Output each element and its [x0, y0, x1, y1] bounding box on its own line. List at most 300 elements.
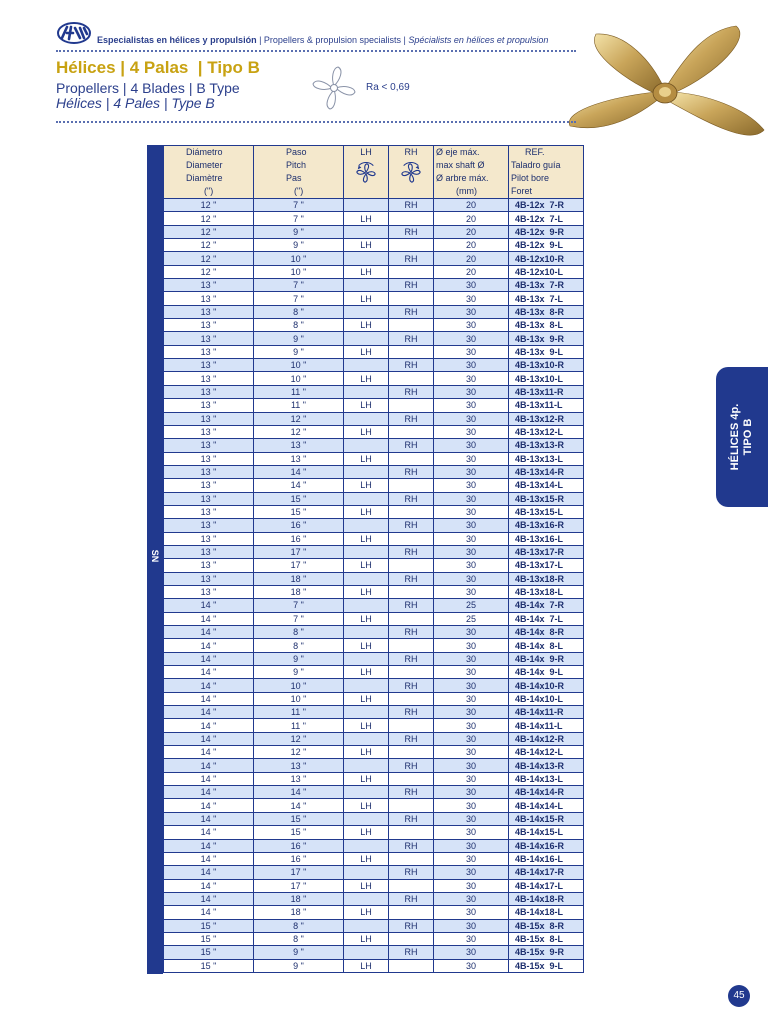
ref-cell: 4B-14x10-R: [509, 679, 584, 692]
table-row: [164, 372, 584, 385]
diameter-cell: 14 ": [164, 679, 254, 692]
ref-cell: 4B-15x 8-R: [509, 919, 584, 932]
table-row: [164, 612, 584, 625]
max-shaft-cell: 30: [434, 786, 509, 799]
side-tab-label: [729, 404, 755, 471]
lh-cell: LH: [344, 505, 389, 518]
max-shaft-cell: 30: [434, 919, 509, 932]
table-row: [164, 759, 584, 772]
pitch-cell: 14 ": [254, 799, 344, 812]
max-shaft-cell: 30: [434, 385, 509, 398]
table-row: [164, 919, 584, 932]
pitch-cell: 9 ": [254, 959, 344, 972]
ref-cell: 4B-14x18-R: [509, 892, 584, 905]
max-shaft-cell: 30: [434, 505, 509, 518]
lh-cell: [344, 786, 389, 799]
lh-cell: LH: [344, 239, 389, 252]
diameter-cell: 13 ": [164, 479, 254, 492]
rh-cell: [389, 532, 434, 545]
lh-cell: [344, 919, 389, 932]
ref-cell: 4B-13x14-L: [509, 479, 584, 492]
ref-cell: 4B-13x 7-R: [509, 279, 584, 292]
lh-cell: [344, 866, 389, 879]
rotation-right-icon: [400, 162, 422, 184]
pitch-cell: 9 ": [254, 239, 344, 252]
lh-cell: [344, 626, 389, 639]
ref-cell: 4B-12x10-L: [509, 265, 584, 278]
table-row: [164, 666, 584, 679]
diameter-cell: 14 ": [164, 799, 254, 812]
ref-cell: 4B-14x17-R: [509, 866, 584, 879]
table-row: [164, 599, 584, 612]
max-shaft-cell: 30: [434, 519, 509, 532]
table-row: [164, 932, 584, 945]
diameter-cell: 14 ": [164, 866, 254, 879]
pitch-cell: 18 ": [254, 906, 344, 919]
ref-cell: 4B-13x 8-R: [509, 305, 584, 318]
tagline-es: Especialistas en hélices y propulsión: [97, 35, 257, 45]
rh-cell: [389, 372, 434, 385]
lh-cell: [344, 812, 389, 825]
table-row: [164, 265, 584, 278]
table-row: [164, 585, 584, 598]
propeller-spec-table: [163, 145, 584, 973]
max-shaft-cell: 30: [434, 732, 509, 745]
lh-cell: LH: [344, 559, 389, 572]
diameter-cell: 15 ": [164, 959, 254, 972]
lh-cell: [344, 279, 389, 292]
pitch-cell: 10 ": [254, 679, 344, 692]
max-shaft-cell: 30: [434, 906, 509, 919]
pitch-cell: 15 ": [254, 812, 344, 825]
diameter-cell: 14 ": [164, 706, 254, 719]
pitch-cell: 9 ": [254, 345, 344, 358]
table-row: [164, 425, 584, 438]
tagline-fr: Spécialists en hélices et propulsion: [408, 35, 549, 45]
table-row: [164, 505, 584, 518]
diameter-cell: 12 ": [164, 239, 254, 252]
diameter-cell: 14 ": [164, 772, 254, 785]
ref-cell: 4B-14x14-R: [509, 786, 584, 799]
rh-cell: [389, 425, 434, 438]
table-row: [164, 279, 584, 292]
diameter-cell: 13 ": [164, 372, 254, 385]
diameter-cell: 13 ": [164, 385, 254, 398]
header-diameter-fr: Diamètre: [186, 173, 223, 183]
diameter-cell: 13 ": [164, 465, 254, 478]
max-shaft-cell: 30: [434, 746, 509, 759]
rh-cell: [389, 559, 434, 572]
ref-cell: 4B-14x 8-L: [509, 639, 584, 652]
max-shaft-cell: 20: [434, 265, 509, 278]
table-row: [164, 692, 584, 705]
diameter-cell: 14 ": [164, 599, 254, 612]
pitch-cell: 7 ": [254, 599, 344, 612]
pitch-cell: 18 ": [254, 892, 344, 905]
rh-cell: RH: [389, 492, 434, 505]
header-ref-fr: Foret: [511, 186, 533, 196]
max-shaft-cell: 25: [434, 612, 509, 625]
lh-cell: [344, 225, 389, 238]
diameter-cell: 12 ": [164, 199, 254, 212]
rh-cell: RH: [389, 679, 434, 692]
header-shaft-es: Ø eje máx.: [436, 147, 480, 157]
side-tab-line2: TIPO B: [742, 418, 754, 456]
ref-cell: 4B-13x16-L: [509, 532, 584, 545]
max-shaft-cell: 30: [434, 345, 509, 358]
rh-cell: RH: [389, 892, 434, 905]
table-row: [164, 252, 584, 265]
ref-cell: 4B-14x18-L: [509, 906, 584, 919]
section-side-tab[interactable]: [716, 367, 768, 507]
rh-cell: RH: [389, 706, 434, 719]
diameter-cell: 15 ": [164, 932, 254, 945]
pitch-cell: 13 ": [254, 772, 344, 785]
table-row: [164, 452, 584, 465]
lh-cell: LH: [344, 826, 389, 839]
header-max-shaft: [434, 146, 509, 199]
rh-cell: [389, 239, 434, 252]
diameter-cell: 13 ": [164, 332, 254, 345]
rh-cell: RH: [389, 465, 434, 478]
ref-cell: 4B-12x 7-R: [509, 199, 584, 212]
header-ref: [509, 146, 584, 199]
table-row: [164, 532, 584, 545]
lh-cell: LH: [344, 585, 389, 598]
max-shaft-cell: 30: [434, 932, 509, 945]
rh-cell: [389, 692, 434, 705]
max-shaft-cell: 30: [434, 866, 509, 879]
lh-cell: LH: [344, 452, 389, 465]
pitch-cell: 11 ": [254, 706, 344, 719]
pitch-cell: 14 ": [254, 786, 344, 799]
page-subtitle-fr: Hélices | 4 Pales | Type B: [56, 95, 215, 111]
table-row: [164, 639, 584, 652]
diameter-cell: 13 ": [164, 532, 254, 545]
table-row: [164, 719, 584, 732]
rh-cell: RH: [389, 412, 434, 425]
ref-cell: 4B-13x15-L: [509, 505, 584, 518]
diameter-cell: 12 ": [164, 265, 254, 278]
ref-cell: 4B-14x11-R: [509, 706, 584, 719]
lh-cell: [344, 252, 389, 265]
rh-cell: RH: [389, 812, 434, 825]
table-row: [164, 212, 584, 225]
pitch-cell: 12 ": [254, 425, 344, 438]
rh-cell: [389, 906, 434, 919]
pitch-cell: 18 ": [254, 572, 344, 585]
lh-cell: LH: [344, 265, 389, 278]
pitch-cell: 11 ": [254, 719, 344, 732]
diameter-cell: 13 ": [164, 572, 254, 585]
lh-cell: LH: [344, 319, 389, 332]
ref-cell: 4B-13x17-L: [509, 559, 584, 572]
ref-cell: 4B-14x 9-R: [509, 652, 584, 665]
tagline-separator: |: [400, 35, 409, 45]
rh-cell: [389, 959, 434, 972]
pitch-cell: 8 ": [254, 639, 344, 652]
table-row: [164, 839, 584, 852]
diameter-cell: 14 ": [164, 652, 254, 665]
pitch-cell: 10 ": [254, 359, 344, 372]
lh-cell: LH: [344, 479, 389, 492]
table-row: [164, 572, 584, 585]
pitch-cell: 16 ": [254, 532, 344, 545]
header-ref-label: REF.: [525, 147, 545, 157]
ref-cell: 4B-13x10-L: [509, 372, 584, 385]
table-row: [164, 679, 584, 692]
diameter-cell: 14 ": [164, 826, 254, 839]
rh-cell: RH: [389, 786, 434, 799]
ref-cell: 4B-14x15-R: [509, 812, 584, 825]
ref-cell: 4B-14x 9-L: [509, 666, 584, 679]
table-row: [164, 239, 584, 252]
rh-cell: RH: [389, 439, 434, 452]
ref-cell: 4B-14x16-R: [509, 839, 584, 852]
max-shaft-cell: 30: [434, 585, 509, 598]
rh-cell: RH: [389, 626, 434, 639]
header-pitch: [254, 146, 344, 199]
table-row: [164, 399, 584, 412]
max-shaft-cell: 30: [434, 626, 509, 639]
lh-cell: [344, 572, 389, 585]
ref-cell: 4B-13x 8-L: [509, 319, 584, 332]
header-pitch-en: Pitch: [286, 160, 307, 170]
side-tab-line1: HÉLICES 4p.: [729, 403, 741, 471]
table-row: [164, 492, 584, 505]
ref-cell: 4B-14x12-R: [509, 732, 584, 745]
lh-cell: LH: [344, 852, 389, 865]
lh-cell: LH: [344, 719, 389, 732]
max-shaft-cell: 30: [434, 959, 509, 972]
max-shaft-cell: 30: [434, 692, 509, 705]
ref-cell: 4B-13x10-R: [509, 359, 584, 372]
pitch-cell: 10 ": [254, 252, 344, 265]
rh-cell: [389, 212, 434, 225]
diameter-cell: 14 ": [164, 666, 254, 679]
pitch-cell: 11 ": [254, 385, 344, 398]
diameter-cell: 14 ": [164, 852, 254, 865]
diameter-cell: 13 ": [164, 452, 254, 465]
lh-cell: LH: [344, 345, 389, 358]
pitch-cell: 17 ": [254, 559, 344, 572]
table-row: [164, 746, 584, 759]
diameter-cell: 12 ": [164, 225, 254, 238]
lh-cell: [344, 732, 389, 745]
table-row: [164, 852, 584, 865]
rh-cell: [389, 826, 434, 839]
rh-cell: RH: [389, 866, 434, 879]
diameter-cell: 13 ": [164, 279, 254, 292]
table-row: [164, 385, 584, 398]
ref-cell: 4B-13x18-L: [509, 585, 584, 598]
diameter-cell: 14 ": [164, 612, 254, 625]
diameter-cell: 14 ": [164, 812, 254, 825]
max-shaft-cell: 30: [434, 425, 509, 438]
rh-cell: RH: [389, 946, 434, 959]
pitch-cell: 14 ": [254, 465, 344, 478]
rh-cell: [389, 666, 434, 679]
table-row: [164, 959, 584, 972]
table-row: [164, 412, 584, 425]
rh-cell: [389, 879, 434, 892]
rh-cell: [389, 505, 434, 518]
lh-cell: LH: [344, 906, 389, 919]
table-row: [164, 732, 584, 745]
rh-cell: [389, 265, 434, 278]
lh-cell: LH: [344, 692, 389, 705]
lh-cell: LH: [344, 532, 389, 545]
ref-cell: 4B-14x14-L: [509, 799, 584, 812]
propeller-outline-icon: [310, 64, 358, 112]
ref-cell: 4B-13x17-R: [509, 545, 584, 558]
header-diameter-unit: ("): [204, 186, 214, 196]
rh-cell: [389, 292, 434, 305]
page-number: 45: [728, 985, 750, 1007]
max-shaft-cell: 30: [434, 759, 509, 772]
table-row: [164, 305, 584, 318]
pitch-cell: 14 ": [254, 479, 344, 492]
diameter-cell: 14 ": [164, 759, 254, 772]
header-ref-en: Pilot bore: [511, 173, 550, 183]
pitch-cell: 8 ": [254, 305, 344, 318]
pitch-cell: 9 ": [254, 666, 344, 679]
ref-cell: 4B-13x11-L: [509, 399, 584, 412]
lh-cell: [344, 679, 389, 692]
diameter-cell: 14 ": [164, 692, 254, 705]
ref-cell: 4B-14x13-L: [509, 772, 584, 785]
rh-cell: [389, 852, 434, 865]
table-row: [164, 199, 584, 212]
pitch-cell: 10 ": [254, 692, 344, 705]
ref-cell: 4B-13x14-R: [509, 465, 584, 478]
max-shaft-cell: 30: [434, 332, 509, 345]
header-shaft-en: max shaft Ø: [436, 160, 485, 170]
diameter-cell: 14 ": [164, 719, 254, 732]
pitch-cell: 13 ": [254, 439, 344, 452]
pitch-cell: 15 ": [254, 492, 344, 505]
max-shaft-cell: 30: [434, 452, 509, 465]
propeller-photo-icon: [556, 22, 768, 150]
lh-cell: [344, 199, 389, 212]
lh-cell: LH: [344, 932, 389, 945]
max-shaft-cell: 30: [434, 812, 509, 825]
header-shaft-unit: (mm): [456, 186, 477, 196]
max-shaft-cell: 30: [434, 892, 509, 905]
diameter-cell: 13 ": [164, 305, 254, 318]
pitch-cell: 12 ": [254, 746, 344, 759]
pitch-cell: 7 ": [254, 279, 344, 292]
diameter-cell: 14 ": [164, 626, 254, 639]
lh-cell: [344, 599, 389, 612]
diameter-cell: 15 ": [164, 946, 254, 959]
table-row: [164, 465, 584, 478]
lh-cell: [344, 305, 389, 318]
pitch-cell: 13 ": [254, 452, 344, 465]
ref-cell: 4B-14x 7-R: [509, 599, 584, 612]
rh-cell: RH: [389, 732, 434, 745]
diameter-cell: 13 ": [164, 505, 254, 518]
lh-cell: [344, 706, 389, 719]
diameter-cell: 12 ": [164, 212, 254, 225]
diameter-cell: 14 ": [164, 639, 254, 652]
lh-cell: [344, 759, 389, 772]
rh-cell: RH: [389, 919, 434, 932]
hjn-logo-icon: [56, 20, 92, 46]
table-row: [164, 906, 584, 919]
pitch-cell: 16 ": [254, 852, 344, 865]
lh-cell: LH: [344, 959, 389, 972]
header-diameter-en: Diameter: [186, 160, 223, 170]
table-row: [164, 799, 584, 812]
rh-cell: RH: [389, 759, 434, 772]
max-shaft-cell: 30: [434, 359, 509, 372]
rh-cell: RH: [389, 519, 434, 532]
header-tagline: [97, 35, 548, 45]
pitch-cell: 8 ": [254, 919, 344, 932]
ref-cell: 4B-14x15-L: [509, 826, 584, 839]
pitch-cell: 13 ": [254, 759, 344, 772]
lh-cell: [344, 652, 389, 665]
lh-cell: LH: [344, 212, 389, 225]
ref-cell: 4B-13x15-R: [509, 492, 584, 505]
diameter-cell: 13 ": [164, 292, 254, 305]
pitch-cell: 10 ": [254, 265, 344, 278]
header-divider: [56, 50, 576, 52]
pitch-cell: 17 ": [254, 879, 344, 892]
pitch-cell: 11 ": [254, 399, 344, 412]
ref-cell: 4B-12x 9-R: [509, 225, 584, 238]
pitch-cell: 9 ": [254, 225, 344, 238]
page-title: Hélices | 4 Palas | Tipo B: [56, 58, 260, 77]
lh-cell: LH: [344, 639, 389, 652]
pitch-cell: 7 ": [254, 292, 344, 305]
max-shaft-cell: 30: [434, 839, 509, 852]
table-row: [164, 706, 584, 719]
rh-cell: [389, 479, 434, 492]
diameter-cell: 13 ": [164, 545, 254, 558]
max-shaft-cell: 30: [434, 545, 509, 558]
max-shaft-cell: 30: [434, 559, 509, 572]
ref-cell: 4B-15x 9-R: [509, 946, 584, 959]
rh-cell: RH: [389, 652, 434, 665]
diameter-cell: 13 ": [164, 439, 254, 452]
title-divider: [56, 121, 576, 123]
pitch-cell: 15 ": [254, 826, 344, 839]
tagline-separator: |: [256, 35, 264, 45]
ref-cell: 4B-12x 7-L: [509, 212, 584, 225]
max-shaft-cell: 30: [434, 706, 509, 719]
pitch-cell: 17 ": [254, 866, 344, 879]
table-row: [164, 359, 584, 372]
rh-cell: RH: [389, 225, 434, 238]
table-row: [164, 772, 584, 785]
max-shaft-cell: 20: [434, 212, 509, 225]
ref-cell: 4B-13x18-R: [509, 572, 584, 585]
max-shaft-cell: 25: [434, 599, 509, 612]
pitch-cell: 16 ": [254, 839, 344, 852]
rh-cell: [389, 452, 434, 465]
max-shaft-cell: 30: [434, 772, 509, 785]
header-rh-label: RH: [404, 147, 418, 157]
lh-cell: LH: [344, 425, 389, 438]
diameter-cell: 13 ": [164, 425, 254, 438]
ref-cell: 4B-14x 7-L: [509, 612, 584, 625]
table-row: [164, 519, 584, 532]
max-shaft-cell: 20: [434, 199, 509, 212]
ref-cell: 4B-15x 8-L: [509, 932, 584, 945]
pitch-cell: 9 ": [254, 652, 344, 665]
